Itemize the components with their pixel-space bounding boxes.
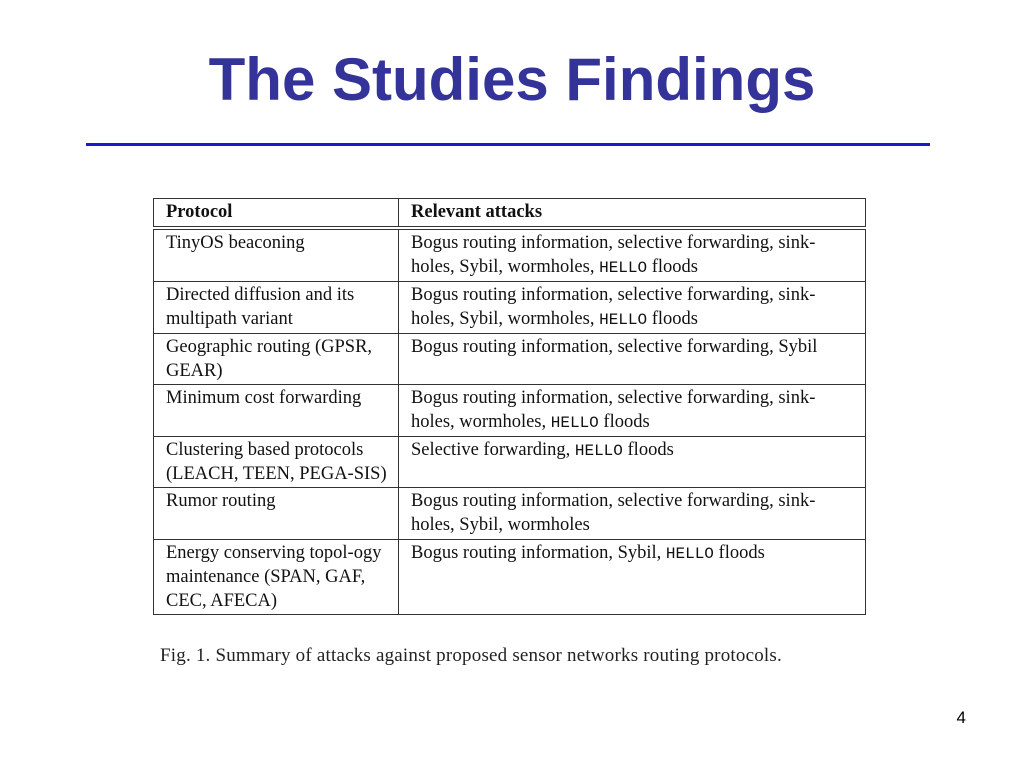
table-row: [154, 334, 866, 385]
attacks-cell: [399, 385, 866, 437]
attacks-code: HELLO: [599, 259, 648, 277]
attacks-suffix: floods: [598, 412, 650, 432]
header-relevant-attacks: Relevant attacks: [399, 199, 866, 229]
header-protocol: Protocol: [154, 199, 399, 229]
attacks-cell: [399, 437, 866, 488]
title-divider: [86, 143, 930, 146]
table-header-row: [154, 199, 866, 229]
attacks-code: HELLO: [599, 311, 648, 329]
slide-title: The Studies Findings: [208, 46, 816, 113]
attacks-suffix: floods: [647, 309, 698, 329]
attacks-text: Selective forwarding,: [411, 440, 575, 460]
table-row: [154, 385, 866, 437]
attacks-cell: [399, 540, 866, 615]
attacks-code: HELLO: [574, 442, 623, 460]
attacks-cell: [399, 488, 866, 540]
protocol-cell: Geographic routing (GPSR, GEAR): [154, 334, 399, 385]
table-row: [154, 282, 866, 334]
table-row: [154, 437, 866, 488]
protocol-cell: Rumor routing: [154, 488, 399, 540]
protocol-cell: Energy conserving topol-ogy maintenance (SPAN, GAF, CEC, AFECA): [154, 540, 399, 615]
attacks-cell: [399, 282, 866, 334]
attacks-cell: [399, 228, 866, 282]
table-row: [154, 540, 866, 615]
attacks-text: Bogus routing information, selective forwarding, sink-holes, wormholes,: [411, 388, 816, 432]
attacks-text: Bogus routing information, Sybil,: [411, 543, 666, 563]
attacks-text: Bogus routing information, selective forwarding, sink-holes, Sybil, wormholes,: [411, 285, 816, 329]
attacks-cell: [399, 334, 866, 385]
protocol-cell: Clustering based protocols (LEACH, TEEN, PEGA-SIS): [154, 437, 399, 488]
protocol-cell: TinyOS beaconing: [154, 228, 399, 282]
protocol-cell: Minimum cost forwarding: [154, 385, 399, 437]
protocol-cell: Directed diffusion and its multipath variant: [154, 282, 399, 334]
attacks-text: Bogus routing information, selective forwarding, sink-holes, Sybil, wormholes,: [411, 233, 816, 277]
attacks-suffix: floods: [622, 440, 674, 460]
attacks-text: Bogus routing information, selective forwarding, sink-holes, Sybil, wormholes: [411, 491, 816, 535]
attacks-table: [153, 198, 866, 615]
attacks-code: HELLO: [665, 545, 714, 563]
table-row: [154, 228, 866, 282]
attacks-suffix: floods: [713, 543, 765, 563]
table-row: [154, 488, 866, 540]
figure-caption: Fig. 1. Summary of attacks against proposed sensor networks routing protocols.: [160, 645, 782, 666]
attacks-code: HELLO: [550, 414, 599, 432]
attacks-text: Bogus routing information, selective forwarding, Sybil: [411, 337, 818, 357]
page-number: 4: [956, 708, 966, 727]
attacks-suffix: floods: [647, 257, 698, 277]
